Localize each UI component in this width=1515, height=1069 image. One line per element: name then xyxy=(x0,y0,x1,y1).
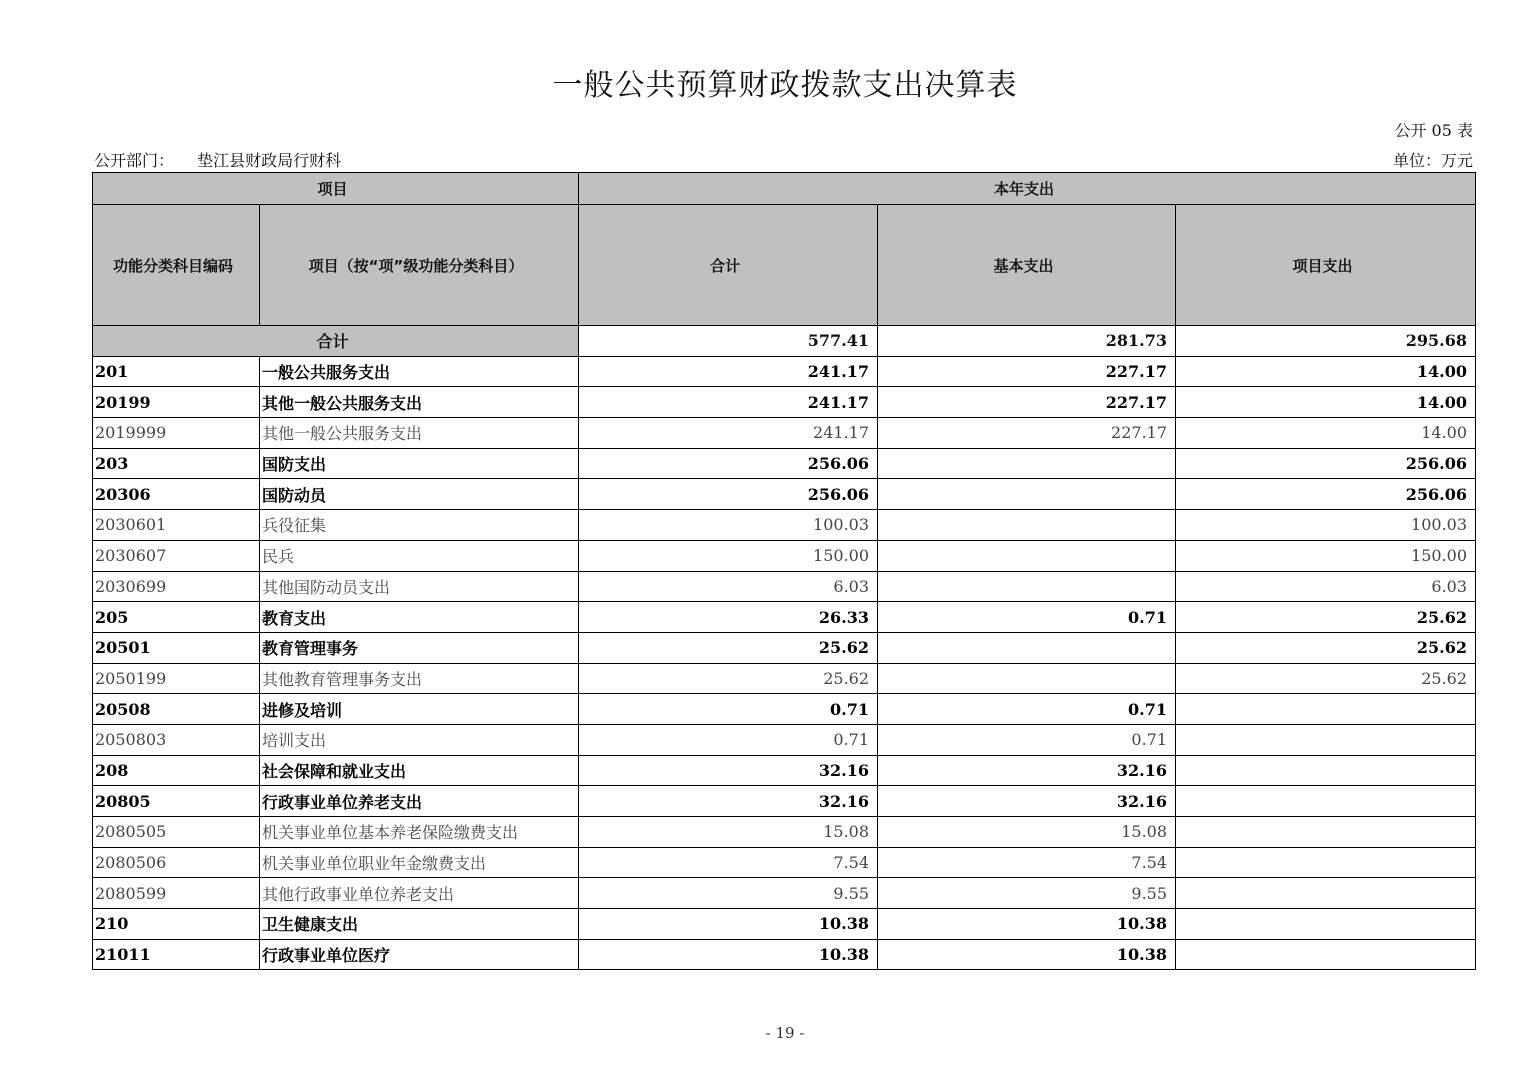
row-code: 20199 xyxy=(93,387,260,418)
row-code: 2080505 xyxy=(93,817,260,848)
row-code: 2050803 xyxy=(93,724,260,755)
row-basic xyxy=(878,632,1176,663)
table-row xyxy=(93,632,1476,663)
row-basic: 10.38 xyxy=(878,909,1176,940)
header-total: 合计 xyxy=(579,205,878,326)
row-project xyxy=(1176,909,1476,940)
total-sum: 577.41 xyxy=(579,326,878,357)
header-project: 项目支出 xyxy=(1176,205,1476,326)
row-basic: 0.71 xyxy=(878,694,1176,725)
page-number: - 19 - xyxy=(765,1024,805,1042)
row-name: 其他教育管理事务支出 xyxy=(260,663,579,694)
unit-label: 单位：万元 xyxy=(1392,151,1473,170)
row-basic: 227.17 xyxy=(878,356,1176,387)
table-row xyxy=(93,939,1476,970)
row-basic xyxy=(878,510,1176,541)
table-row xyxy=(93,724,1476,755)
row-code: 2030699 xyxy=(93,571,260,602)
row-name: 行政事业单位医疗 xyxy=(260,939,579,970)
row-project xyxy=(1176,817,1476,848)
row-code: 2080506 xyxy=(93,847,260,878)
row-name: 机关事业单位基本养老保险缴费支出 xyxy=(260,817,579,848)
row-total: 25.62 xyxy=(579,632,878,663)
row-project xyxy=(1176,847,1476,878)
row-code: 20805 xyxy=(93,786,260,817)
total-project: 295.68 xyxy=(1176,326,1476,357)
row-name: 行政事业单位养老支出 xyxy=(260,786,579,817)
row-total: 10.38 xyxy=(579,939,878,970)
row-project xyxy=(1176,755,1476,786)
row-code: 201 xyxy=(93,356,260,387)
row-total: 0.71 xyxy=(579,694,878,725)
row-basic xyxy=(878,663,1176,694)
row-basic: 227.17 xyxy=(878,418,1176,449)
row-name: 其他一般公共服务支出 xyxy=(260,387,579,418)
table-row xyxy=(93,602,1476,633)
header-spend-group: 本年支出 xyxy=(579,173,1476,205)
header-group-row xyxy=(93,173,1476,205)
table-row xyxy=(93,356,1476,387)
row-code: 2030607 xyxy=(93,540,260,571)
row-code: 20508 xyxy=(93,694,260,725)
row-code: 2019999 xyxy=(93,418,260,449)
row-total: 10.38 xyxy=(579,909,878,940)
table-row xyxy=(93,448,1476,479)
row-basic xyxy=(878,479,1176,510)
row-basic: 0.71 xyxy=(878,724,1176,755)
row-project xyxy=(1176,724,1476,755)
row-project: 150.00 xyxy=(1176,540,1476,571)
row-total: 256.06 xyxy=(579,448,878,479)
row-name: 其他国防动员支出 xyxy=(260,571,579,602)
row-basic xyxy=(878,540,1176,571)
row-total: 7.54 xyxy=(579,847,878,878)
row-name: 社会保障和就业支出 xyxy=(260,755,579,786)
row-basic: 7.54 xyxy=(878,847,1176,878)
row-name: 机关事业单位职业年金缴费支出 xyxy=(260,847,579,878)
table-row xyxy=(93,540,1476,571)
header-item-group: 项目 xyxy=(93,173,579,205)
row-code: 21011 xyxy=(93,939,260,970)
row-code: 20501 xyxy=(93,632,260,663)
header-column-row xyxy=(93,205,1476,326)
row-name: 一般公共服务支出 xyxy=(260,356,579,387)
table-row xyxy=(93,909,1476,940)
row-total: 26.33 xyxy=(579,602,878,633)
row-code: 2050199 xyxy=(93,663,260,694)
department-info xyxy=(94,148,341,171)
row-name: 进修及培训 xyxy=(260,694,579,725)
row-total: 0.71 xyxy=(579,724,878,755)
row-total: 32.16 xyxy=(579,755,878,786)
table-row xyxy=(93,694,1476,725)
form-number: 公开 05 表 xyxy=(1394,121,1473,140)
row-project xyxy=(1176,939,1476,970)
row-basic: 227.17 xyxy=(878,387,1176,418)
row-name: 国防动员 xyxy=(260,479,579,510)
header-basic: 基本支出 xyxy=(878,205,1176,326)
table-row xyxy=(93,817,1476,848)
department-name: 垫江县财政局行财科 xyxy=(197,151,342,170)
row-project: 14.00 xyxy=(1176,356,1476,387)
table-row xyxy=(93,663,1476,694)
row-name: 兵役征集 xyxy=(260,510,579,541)
table-row xyxy=(93,571,1476,602)
row-basic xyxy=(878,571,1176,602)
row-code: 203 xyxy=(93,448,260,479)
row-name: 其他一般公共服务支出 xyxy=(260,418,579,449)
row-total: 25.62 xyxy=(579,663,878,694)
row-total: 256.06 xyxy=(579,479,878,510)
department-label: 公开部门： xyxy=(94,151,175,170)
row-name: 民兵 xyxy=(260,540,579,571)
table-row xyxy=(93,510,1476,541)
row-project: 256.06 xyxy=(1176,479,1476,510)
row-code: 2030601 xyxy=(93,510,260,541)
row-code: 2080599 xyxy=(93,878,260,909)
row-code: 205 xyxy=(93,602,260,633)
row-total: 9.55 xyxy=(579,878,878,909)
row-project: 25.62 xyxy=(1176,602,1476,633)
row-basic: 15.08 xyxy=(878,817,1176,848)
row-basic: 9.55 xyxy=(878,878,1176,909)
row-basic xyxy=(878,448,1176,479)
row-basic: 32.16 xyxy=(878,786,1176,817)
table-row xyxy=(93,786,1476,817)
table-row xyxy=(93,387,1476,418)
row-project xyxy=(1176,694,1476,725)
row-total: 241.17 xyxy=(579,418,878,449)
row-total: 32.16 xyxy=(579,786,878,817)
table-row xyxy=(93,418,1476,449)
row-basic: 10.38 xyxy=(878,939,1176,970)
row-total: 150.00 xyxy=(579,540,878,571)
row-project: 14.00 xyxy=(1176,418,1476,449)
row-code: 208 xyxy=(93,755,260,786)
total-basic: 281.73 xyxy=(878,326,1176,357)
header-name: 项目（按“项”级功能分类科目） xyxy=(260,205,579,326)
row-project: 14.00 xyxy=(1176,387,1476,418)
total-row xyxy=(93,326,1476,357)
row-project xyxy=(1176,878,1476,909)
row-total: 241.17 xyxy=(579,356,878,387)
row-project: 256.06 xyxy=(1176,448,1476,479)
row-name: 卫生健康支出 xyxy=(260,909,579,940)
row-total: 15.08 xyxy=(579,817,878,848)
page-title: 一般公共预算财政拨款支出决算表 xyxy=(552,68,1018,103)
table-row xyxy=(93,479,1476,510)
row-project: 6.03 xyxy=(1176,571,1476,602)
table-row xyxy=(93,847,1476,878)
row-name: 教育支出 xyxy=(260,602,579,633)
row-total: 100.03 xyxy=(579,510,878,541)
header-code: 功能分类科目编码 xyxy=(93,205,260,326)
row-code: 20306 xyxy=(93,479,260,510)
total-label: 合计 xyxy=(93,326,579,357)
row-total: 6.03 xyxy=(579,571,878,602)
table-row xyxy=(93,878,1476,909)
row-project: 25.62 xyxy=(1176,632,1476,663)
row-project xyxy=(1176,786,1476,817)
row-project: 25.62 xyxy=(1176,663,1476,694)
row-project: 100.03 xyxy=(1176,510,1476,541)
table-row xyxy=(93,755,1476,786)
row-basic: 32.16 xyxy=(878,755,1176,786)
row-basic: 0.71 xyxy=(878,602,1176,633)
row-name: 国防支出 xyxy=(260,448,579,479)
row-name: 教育管理事务 xyxy=(260,632,579,663)
row-code: 210 xyxy=(93,909,260,940)
row-name: 其他行政事业单位养老支出 xyxy=(260,878,579,909)
expenditure-table xyxy=(92,172,1476,970)
row-total: 241.17 xyxy=(579,387,878,418)
row-name: 培训支出 xyxy=(260,724,579,755)
